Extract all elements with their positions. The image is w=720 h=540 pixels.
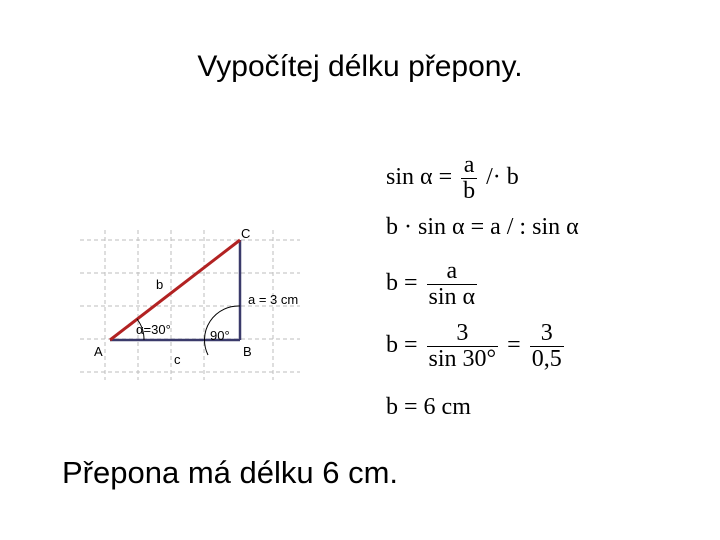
right-angle-label: 90° bbox=[210, 328, 230, 343]
vertex-c-label: C bbox=[241, 226, 251, 241]
side-b-label: b bbox=[156, 277, 164, 292]
page-title: Vypočítej délku přepony. bbox=[197, 50, 523, 83]
equation-3: b = $\frac{a}{\text{sin α}}$ bbox=[386, 258, 476, 311]
vertex-a-label: A bbox=[94, 344, 103, 359]
equation-2: b · sin α = a / : sin α bbox=[386, 214, 579, 240]
answer-text: Přepona má délku 6 cm. bbox=[62, 455, 399, 490]
equation-5: b = 6 cm bbox=[386, 394, 471, 420]
side-c-label: c bbox=[174, 352, 181, 367]
equation-4: b = $\frac{3}{\sin 30^\circ}$ = $\frac{3}{0,5}$ bbox=[386, 320, 562, 373]
angle-alpha-label: α=30° bbox=[136, 322, 171, 337]
hypotenuse-b bbox=[110, 240, 240, 340]
vertex-b-label: B bbox=[243, 344, 252, 359]
side-a-label: a = 3 cm bbox=[248, 292, 299, 307]
equation-1: sin α = $\frac{a}{b}$ /· b bbox=[386, 152, 519, 205]
